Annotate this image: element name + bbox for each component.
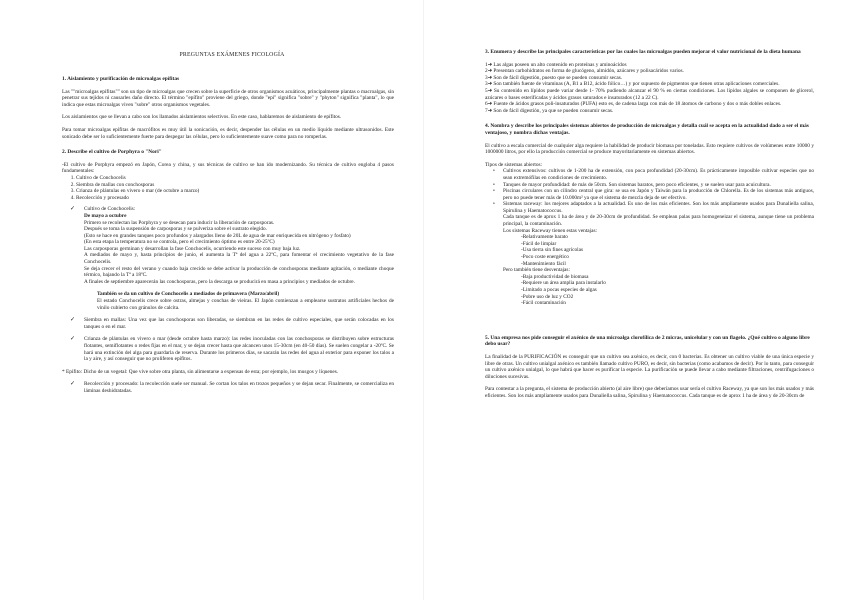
section-2-heading: 2. Describe el cultivo de Porphyra o "Nori" bbox=[62, 149, 162, 156]
section-2-intro: -El cultivo de Porphyra empezó en Japón, Corea y china, y sus técnicas de cultivo se han ido modernizando. Su técnica de cultivo engloba 4 pasos fundamentales: bbox=[62, 161, 394, 175]
conchocelis-spring-heading: También se da un cultivo de Conchocelis a mediados de primavera (Marzo/abril) bbox=[97, 291, 280, 298]
section-3-heading: 3. Enumera y describe las principales características por las cuales las microalgas pueden mejorar el valor nutricional de la dieta humana bbox=[485, 49, 801, 55]
bullet-text: Cultivos extensivos: cultivos de 1-200 ha de extensión, con poca profundidad (20-30cm). Es prácticamente imposible cultivar especies que no sean extremófilas en condiciones de crecimiento. bbox=[503, 168, 814, 181]
list-item: 3➜ Son de fácil digestión, puesto que se pueden consumir secas. bbox=[485, 74, 623, 81]
bullet-text: Sistemas raceway: los mejores adaptados a la actualidad. Es uno de los más eficientes. Son los más ampliamente usados para Dunaliella salina, Spirulina y Haematococcus. bbox=[503, 201, 814, 214]
disadvantages-label: Pero también tiene desventajas: bbox=[503, 267, 570, 274]
open-system-bullet bbox=[493, 168, 814, 181]
conchocelis-substrate-text: El estado Conchocelis crece sobre ostras, almejas y conchas de vieiras. El Japón comienzan a emplearse sustratos artificiales hechos de vinilo cubierto con gránulos de calcita. bbox=[97, 298, 394, 311]
nursery-text: Crianza de plántulas en vivero o mar (desde octubre hasta marzo): las redes inoculadas con las conchosporas se distribuyen sobre estructuras flotantes, semiflotantes o redes fijas en el mar, y se dejan crecer hasta que alcancen unos 15-30cm (en 40-50 días). Se suelen congelar a -20ºC. Se hará una extinción del alga para guardarla de reserva. Durante los primeros días, se sacarán las redes del agua al exterior para exponer los talos a la y aire, y así conseguir que no proliferen epífitos. bbox=[84, 336, 394, 363]
list-item: 3➜ Son también fuente de vitaminas (A, B1 a B12, ácido fólico…) y por supuesto de pigmentos que tienen otras aplicaciones comerciales. bbox=[485, 81, 780, 88]
conchocelis-line: Después se toma la suspensión de carposporas y se pulveriza sobre el sustrato elegido. bbox=[84, 226, 267, 233]
section-1-paragraph-3: Para tomar microalgas epífitas de macrófitos es muy útil la sonicación, es decir, despender las células en un medio líquido mediante ultrasonidos. Este sonicado debe ser lo suficientemente fuerte para despegar las células, pero lo suficientemente suave como para no romperlas. bbox=[62, 126, 394, 140]
document-title: PREGUNTAS EXÁMENES FICOLOGÍA bbox=[179, 52, 285, 58]
raceway-description: Cada tanque es de aprox 1 ha de área y de 20-30cm de profundidad. Se emplean palas para homogeneizar el sistema, aunque tiene un problema principal, la contaminación. bbox=[503, 214, 814, 228]
section-4-heading: 4. Nombra y describe los principales sistemas abiertos de producción de microalgas y detalla cuál se acepta en la actualidad dado a ser el más ventajoso, y nombra dichas ventajas. bbox=[485, 123, 809, 136]
advantage-item: -Fácil de limpiar bbox=[521, 240, 557, 247]
conchocelis-line: Primero se recolectan las Porphyra y se desecan para inducir la liberación de carposporas. bbox=[84, 219, 275, 226]
disadvantage-item: -Limitado a pocas especies de algas bbox=[521, 287, 597, 293]
right-page bbox=[424, 0, 848, 600]
section-5-heading: 5. Una empresa nos pide conseguir el axénico de una microalga clorofílica de 2 micras, unicelular y con un flagelo. ¿Qué cultivo o alguno libre debo usar? bbox=[485, 334, 810, 348]
conchocelis-line: Se deja crecer el resto del verano y cuando baja crecido se debe activar la producción de conchosporas mediante agitación, o mediante choque térmico, bajando la Tª a 18ºC. bbox=[84, 265, 394, 279]
section-1-heading: 1. Aislamiento y purificación de microalgas epífitas bbox=[62, 76, 180, 82]
advantage-item: -Poco coste energético bbox=[521, 254, 569, 261]
advantage-item: -Usa tierra sin fines agrícolas bbox=[521, 247, 584, 254]
disadvantage-item: -Baja productividad de biomasa bbox=[521, 273, 589, 280]
conchocelis-line: Las carposporas germinan y desarrollan la fase Conchocelis, ocurriendo este suceso con muy baja luz. bbox=[84, 245, 301, 252]
nursery-block bbox=[70, 336, 394, 362]
nutrition-list bbox=[485, 62, 814, 115]
conchocelis-line: (Esto se hace en grandes tanques poco profundos y alargados lleno de 20L de agua de mar enriquecida en nitrógeno y fosfato) bbox=[84, 232, 351, 239]
list-item: 6➜ Fuente de ácidos grasos poli-insaturados (PUFA) esto es, de cadena larga con más de 18 átomos de carbono y dos o más dobles enlaces. bbox=[485, 101, 782, 108]
harvest-block bbox=[70, 381, 394, 394]
conchocelis-line: A finales de septiembre aparecerán las conchosporas, pero la descarga se producirá en masa a principios y mediados de octubre. bbox=[84, 278, 355, 285]
bullet-text: Tanques de mayor profundidad: de más de 50cm. Son sistemas baratos, pero poco eficientes, y se suelen usar para acuicultura. bbox=[503, 181, 771, 188]
section-5-paragraph-1: La finalidad de la PURIFICACIÓN es conseguir que un cultivo sea axénico, es decir, con 0 bacterias. Es obtener un cultivo viable de una única especie y libre de otras. Un cultivo unialgal axénico es también llamado cultivo PURO, es decir, sin bacterias (como acabamos de decir). Por lo tanto, para conseguir un cultivo axénico unialgal, lo que habrá que hacer es purificar la especie. La purificación se puede llevar a cabo mediante filtraciones, centrifugaciones o diluciones sucesivas. bbox=[485, 353, 814, 380]
open-system-bullet bbox=[493, 188, 814, 201]
open-systems-label: Tipos de sistemas abiertos: bbox=[485, 161, 543, 168]
sowing-text: Siembra en mallas: Una vez que las conchosporas son liberadas, se siembran en las redes de cultivo especiales, que serán colocadas en los tanques o en el mar. bbox=[84, 317, 394, 330]
conchocelis-line: (En esta etapa la temperatura no se controla, pero el crecimiento óptimo es entre 20-25ºC) bbox=[84, 239, 275, 246]
bullet-icon: • bbox=[493, 201, 495, 208]
sowing-block bbox=[70, 317, 394, 330]
section-5-paragraph-2: Para contestar a la pregunta, el sistema de producción abierto (al aire libre) que deberíamos usar sería el cultivo Raceway, ya que son los más usados y más eficientes. Son los más ampliamente usados para Dunaliella salina, Spirulina y Haematococcus. Cada tanque es de aprox 1 ha de área y de 20-30cm de bbox=[485, 386, 814, 399]
advantages-label: Los sistemas Raceway tienen estas ventajas: bbox=[503, 227, 597, 234]
check-mark-icon: ✓ bbox=[70, 336, 76, 343]
advantage-item: -Mantenimiento fácil bbox=[521, 260, 566, 267]
list-item: 1➜ Las algas poseen un alto contenido en proteínas y aminoácidos bbox=[485, 61, 627, 68]
check-mark-icon: ✓ bbox=[70, 317, 76, 324]
harvest-text: Recolección y procesado: la recolección suele ser manual. Se cortan los talos en trozos pequeños y se dejan secar. Finalmente, se comercializa en láminas deshidratadas. bbox=[84, 381, 394, 394]
list-item: 4. Recolección y procesado bbox=[76, 195, 394, 202]
bullet-icon: • bbox=[493, 188, 495, 195]
list-item: 5➜ Su contenido en lípidos puede variar desde 1- 70% pudiendo alcanzar el 90 % en ciertas condiciones. Los lípidos algales se componen de glicerol, azúcares o bases esterificadas y ácidos grasos saturados e insaturados (12 a 22 C). bbox=[485, 87, 814, 101]
conchocelis-block bbox=[70, 206, 394, 311]
cultivation-steps-list bbox=[62, 175, 394, 201]
disadvantage-item: -Pobre uso de luz y CO2 bbox=[521, 293, 574, 300]
section-1-paragraph-2: Los aislamientos que se llevan a cabo son los llamados aislamientos selectivos. En este caso, hablaremos de aislamiento de epífitos. bbox=[62, 114, 342, 121]
list-item: 1. Cultivo de Conchocelis bbox=[76, 175, 394, 182]
advantage-item: -Relativamente barato bbox=[521, 234, 568, 241]
open-system-bullet bbox=[493, 201, 814, 214]
bullet-icon: • bbox=[493, 168, 495, 175]
bullet-icon: • bbox=[493, 181, 495, 188]
check-mark-icon: ✓ bbox=[70, 381, 76, 388]
list-item: 2➜ Presentan carbohidratos en forma de glucógeno, almidón, azúcares y polisacáridos varios. bbox=[485, 68, 684, 75]
disadvantage-item: -Requiere un área amplia para instalarlo bbox=[521, 280, 606, 287]
bullet-text: Piscinas circulares con un cilindro central que gira: se usa en Japón y Taiwán para la producción de Chlorella. Es de los sistemas más antiguos, pero no puede tener más de 10.000m² ya que el sistema de mezcla deja de ser efectivo. bbox=[503, 188, 814, 201]
list-item: 7➜ Son de fácil digestión, ya que se pueden consumir secas. bbox=[485, 107, 614, 114]
section-4-paragraph: El cultivo a escala comercial de cualquier alga requiere la habilidad de producir biomasa por toneladas. Esto requiere cultivos de volúmenes entre 10000 y 1000000 litros, por ello la producción comercial se produce mayoritariamente en sistemas abiertos. bbox=[485, 142, 814, 156]
conchocelis-title: Cultivo de Conchocelis: bbox=[84, 206, 136, 213]
section-1-paragraph-1: Las ""microalgas epífitas"" son un tipo de microalgas que crecen sobre la superficie de otros organismos acuáticos, principalmente plantas o macroalgas, sin penetrar sus tejidos ni causarles daño directo. El término "epífito" proviene del griego, donde "epi" significa "sobre" y "phyton" significa "planta", lo que indica que estas microalgas viven "sobre" otros organismos vegetales. bbox=[62, 88, 394, 108]
open-system-bullet bbox=[493, 182, 814, 189]
list-item: 2. Siembra de mallas con conchosporas bbox=[76, 182, 394, 189]
conchocelis-subtitle: De mayo a octubre bbox=[84, 212, 127, 219]
conchocelis-line: A mediados de mayo y, hasta principios de junio, el aumenta la Tª del agua a 22ºC, para fomentar el crecimiento vegetativo de la fase Conchocelis. bbox=[84, 252, 394, 266]
check-mark-icon: ✓ bbox=[70, 206, 76, 213]
disadvantage-item: -Fácil contaminación bbox=[521, 300, 566, 307]
footnote: * Epífito: Dicho de un vegetal: Que vive sobre otra planta, sin alimentarse a expensas de esta; por ejemplo, los musgos y líquenes. bbox=[62, 368, 339, 375]
list-item: 3. Crianza de plántulas en vivero o mar (de octubre a marzo) bbox=[76, 188, 394, 195]
